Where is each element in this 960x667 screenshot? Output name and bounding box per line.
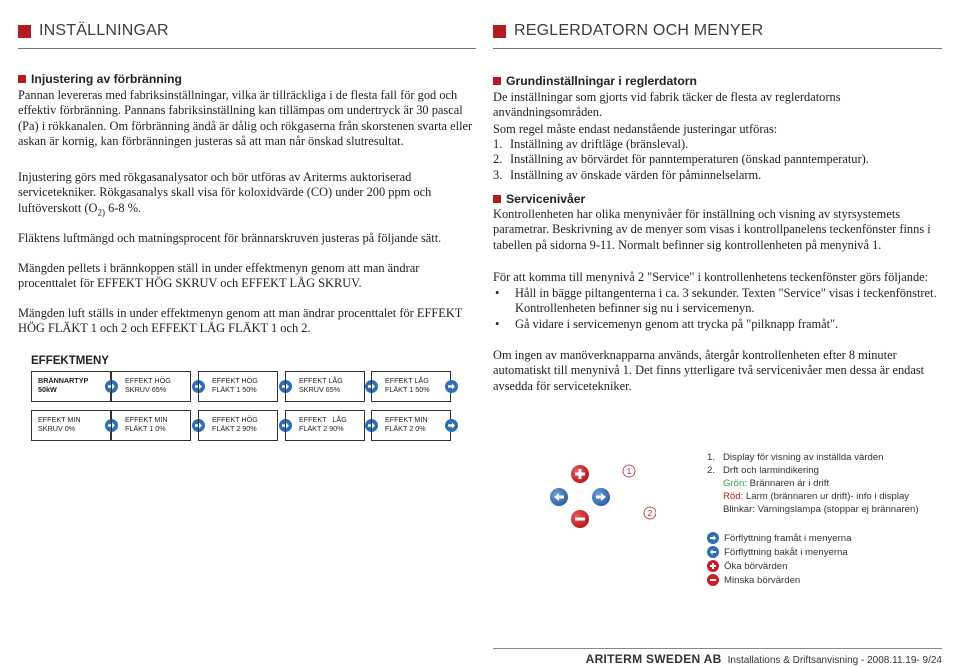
menu-box-effekt-lag-flakt2: EFFEKT LÅG FLÄKT 2 90% <box>285 410 365 441</box>
left-header-divider <box>18 48 476 49</box>
injustering-paragraph-4: Mängden pellets i brännkoppen ställ in under effektmenyn genom att man ändrar procenttalet för EFFEKT HÖG SKRUV och EFFEKT LÅG SKRUV. <box>18 261 420 291</box>
list-item: 2. Inställning av börvärdet för panntemperaturen (önskad panntemperatur). <box>493 152 869 167</box>
icon-legend <box>707 531 851 587</box>
legend-green: Grön: Brännaren är i drift <box>723 478 830 489</box>
list-item: 3. Inställning av önskade värden för påminnelselarm. <box>493 167 762 182</box>
arrow-back-icon <box>707 546 719 558</box>
footer <box>586 652 942 666</box>
injustering-paragraph-2: Injustering görs med rökgasanalysator och bör utföras av Ariterms auktoriserad servicetekniker. Rökgasanalys skall visa för koloxidvärde (CO) under 200 ppm och luftöverskott ($O_{2)}$ 6-8 %. <box>18 170 432 218</box>
controller-legend <box>707 451 919 516</box>
service-bullets <box>493 286 943 332</box>
injustering-paragraph-5: Mängden luft ställs in under effektmenyn genom att man ändrar procenttalet för EFFEKT HÖG FLÄKT 1 och 2 och EFFEKT LÅG FLÄKT 1 och 2. <box>18 306 463 336</box>
icon-legend-item: Öka börvärden <box>707 559 851 573</box>
footer-text: Installations & Driftsanvisning - 2008.11.19- 9/24 <box>727 655 942 666</box>
icon-legend-item: Minska börvärden <box>707 573 851 587</box>
plus-icon <box>707 560 719 572</box>
marker-2-label: 2 <box>647 509 653 518</box>
arrow-forward-icon <box>445 380 458 393</box>
injustering-paragraph-1: Pannan levereras med fabriksinställningar, vilka är tillräckliga i de flesta fall för god och effektiv förbränning. Pannans fabriksinställning kan tillämpas om undertryck är 30 pascal (Pa) i rökkanalen. Om förbränning ändå är dålig och rökgaserna från skorstenen svarta eller askan är kornig, kan förbränningen justeras så att man når önskad slutresultat. <box>18 88 473 149</box>
grund-list <box>493 137 943 183</box>
icon-legend-item: Förflyttning bakåt i menyerna <box>707 545 851 559</box>
service-paragraph-2: För att komma till menynivå 2 "Service" i kontrollenhetens teckenfönster görs följande: <box>493 270 929 284</box>
right-header <box>493 18 763 44</box>
service-heading: Servicenivåer <box>493 192 585 206</box>
arrow-forward-icon <box>707 532 719 544</box>
legend-item: 1. Display för visning av inställda värden <box>707 452 884 463</box>
legend-item: 2. Drft och larmindikering <box>707 465 819 476</box>
grund-paragraph-2: Som regel måste endast nedanstående justeringar utföras: <box>493 122 778 136</box>
menu-box-effekt-hog-skruv: EFFEKT HÖG SKRUV 65% <box>111 371 191 402</box>
header-square-icon <box>18 25 31 38</box>
list-item: • Gå vidare i servicemenyn genom att trycka på "pilknapp framåt". <box>495 316 839 331</box>
right-header-divider <box>493 48 942 49</box>
legend-red: Röd: Larm (brännaren ur drift)- info i display <box>723 491 910 502</box>
list-item: • Håll in bägge piltangenterna i ca. 3 sekunder. Texten "Service" visas i teckenfönstret. Kontrollenheten befinner sig nu i servicemenyn. <box>495 286 937 316</box>
marker-1-label: 1 <box>626 467 632 476</box>
header-square-icon <box>493 25 506 38</box>
menu-box-effekt-lag-flakt1: EFFEKT LÅG FLÄKT 1 50% <box>371 371 451 402</box>
menu-box-effekt-hog-flakt2: EFFEKT HÖG FLÄKT 2 90% <box>198 410 278 441</box>
menu-box-effekt-min-flakt1: EFFEKT MIN FLÄKT 1 0% <box>111 410 191 441</box>
injustering-heading: Injustering av förbränning <box>18 72 182 86</box>
menu-box-effekt-min-flakt2: EFFEKT MIN FLÄKT 2 0% <box>371 410 451 441</box>
left-header <box>18 18 169 44</box>
footer-divider <box>493 648 942 649</box>
menu-box-effekt-min-skruv: EFFEKT MIN SKRUV 0% <box>31 410 111 441</box>
section-square-icon <box>493 77 501 85</box>
controller-panel-illustration <box>516 443 656 541</box>
menu-box-effekt-lag-skruv: EFFEKT LÅG SKRUV 65% <box>285 371 365 402</box>
footer-brand: ARITERM SWEDEN AB <box>585 652 722 666</box>
section-square-icon <box>18 75 26 83</box>
service-paragraph-3: Om ingen av manöverknapparna används, återgår kontrollenheten efter 8 minuter automatiskt till menynivå 1. Det finns ytterligare två servicenivåer men dessa är endast avsedda för servicetekniker. <box>493 348 925 393</box>
effektmeny-title: EFFEKTMENY <box>31 355 109 367</box>
right-header-title: REGLERDATORN OCH MENYER <box>514 22 764 39</box>
service-paragraph-1: Kontrollenheten har olika menynivåer för inställning och visning av styrsystemets parametrar. Beskrivning av de menyer som visas i kontrollpanelens teckenfönster finns i tabellen på sidorna 9-11. Normalt befinner sig kontrollenheten på menynivå 1. <box>493 207 931 252</box>
legend-blink: Blinkar: Varningslampa (stoppar ej brännaren) <box>723 504 919 515</box>
grund-paragraph-1: De inställningar som gjorts vid fabrik täcker de flesta av reglerdatorns användningsområden. <box>493 90 841 120</box>
menu-box-effekt-hog-flakt1: EFFEKT HÖG FLÄKT 1 50% <box>198 371 278 402</box>
minus-icon <box>707 574 719 586</box>
arrow-forward-icon <box>445 419 458 432</box>
list-item: 1. Inställning av driftläge (bränsleval). <box>493 137 689 151</box>
injustering-paragraph-3: Fläktens luftmängd och matningsprocent för brännarskruven justeras på följande sätt. <box>18 231 442 245</box>
menu-box-brannartyp: BRÄNNARTYP 50kW <box>31 371 111 402</box>
grund-heading: Grundinställningar i reglerdatorn <box>493 74 697 88</box>
icon-legend-item: Förflyttning framåt i menyerna <box>707 531 851 545</box>
left-header-title: INSTÄLLNINGAR <box>39 22 169 39</box>
section-square-icon <box>493 195 501 203</box>
